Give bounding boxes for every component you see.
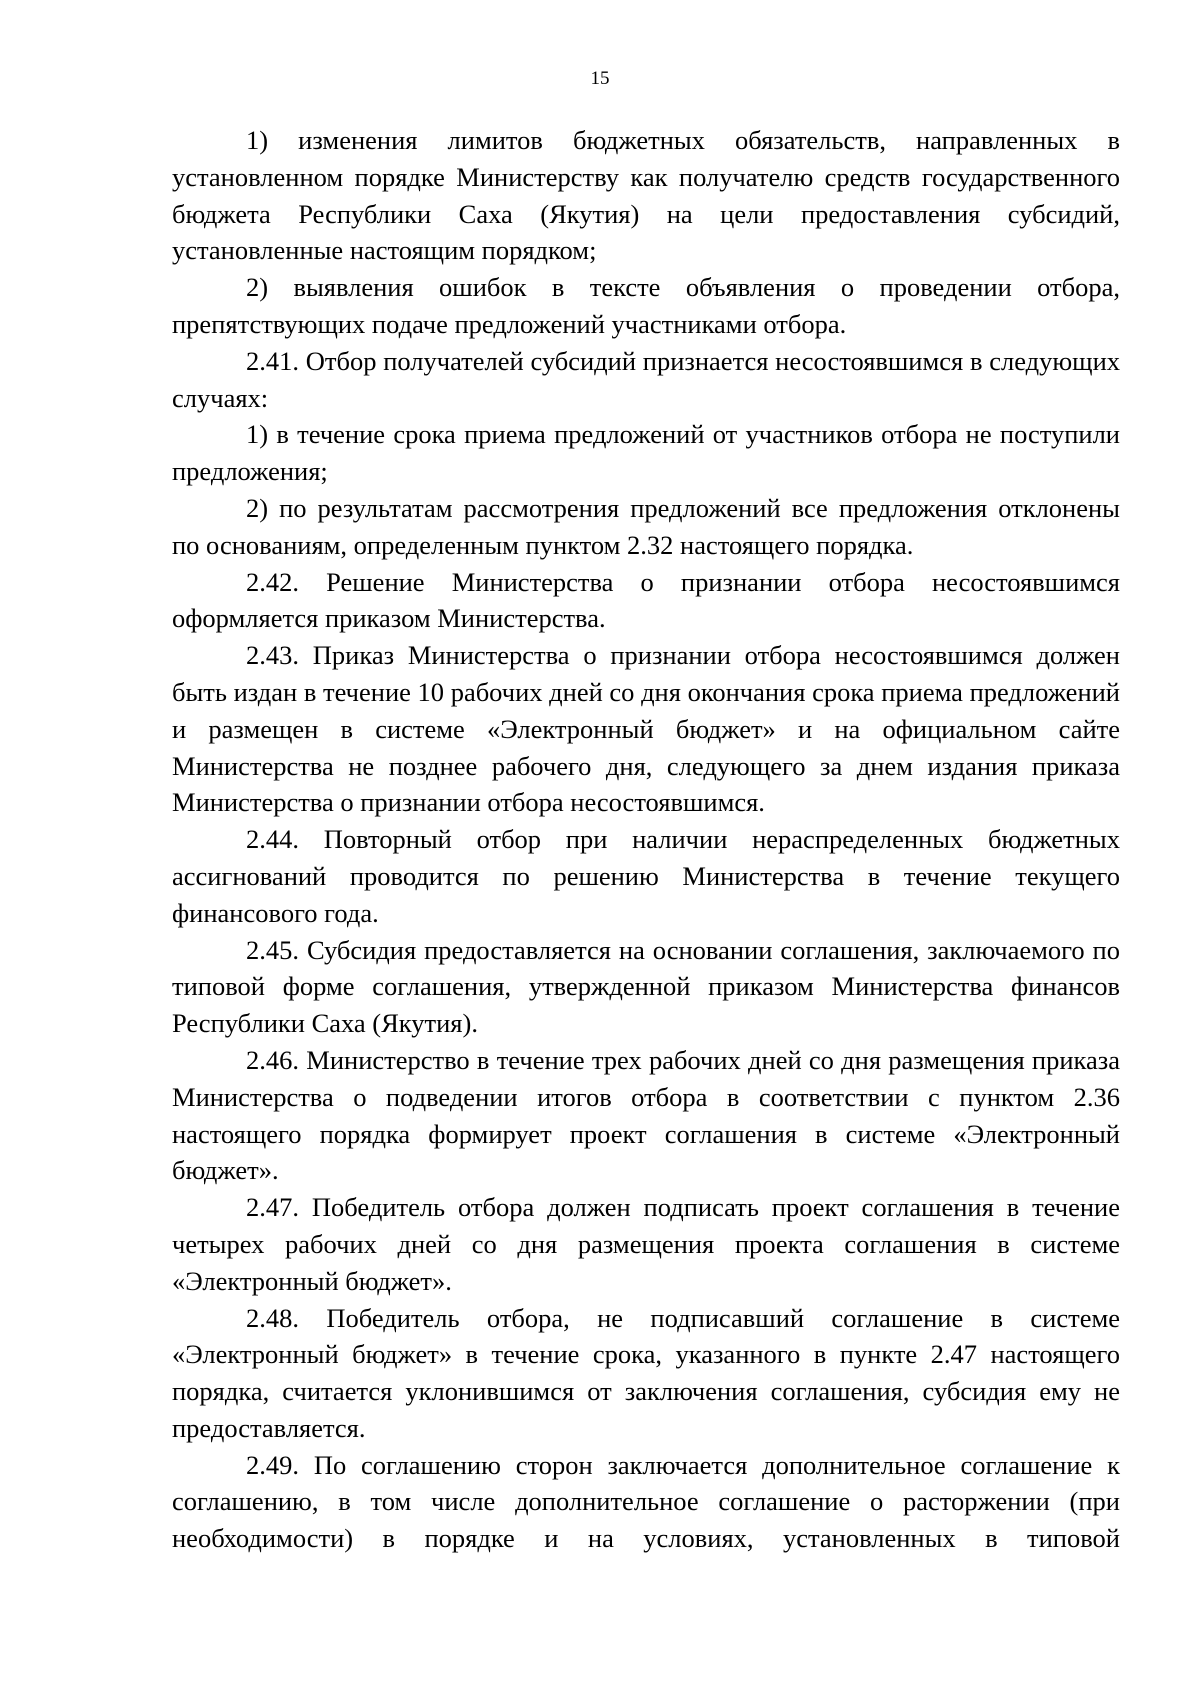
paragraph-2-42: 2.42. Решение Министерства о признании отбора несостоявшимся оформляется приказом Министерства. [172,566,1120,634]
document-body [172,122,1120,1557]
paragraph-no-proposals: 1) в течение срока приема предложений от участников отбора не поступили предложения; [172,419,1120,487]
paragraph-2-49: 2.49. По соглашению сторон заключается дополнительное соглашение к соглашению, в том числе дополнительное соглашение о расторжении (при необходимости) в порядке и на условиях, установленных в типовой [172,1449,1120,1554]
paragraph-announcement-errors: 2) выявления ошибок в тексте объявления о проведении отбора, препятствующих подаче предложений участниками отбора. [172,272,1120,339]
page-number: 15 [590,68,610,89]
paragraph-budget-limits-change: 1) изменения лимитов бюджетных обязательств, направленных в установленном порядке Министерству как получателю средств государственного бюджета Республики Саха (Якутия) на цели предоставления субсидий, установленные настоящим порядком; [172,125,1120,266]
paragraph-all-rejected: 2) по результатам рассмотрения предложений все предложения отклонены по основаниям, определенным пунктом 2.32 настоящего порядка. [172,492,1120,560]
paragraph-2-44: 2.44. Повторный отбор при наличии нераспределенных бюджетных ассигнований проводится по решению Министерства в течение текущего финансового года. [172,824,1120,928]
paragraph-2-45: 2.45. Субсидия предоставляется на основании соглашения, заключаемого по типовой форме соглашения, утвержденной приказом Министерства финансов Республики Саха (Якутия). [172,934,1120,1039]
paragraph-2-47: 2.47. Победитель отбора должен подписать проект соглашения в течение четырех рабочих дней со дня размещения проекта соглашения в системе «Электронный бюджет». [172,1192,1120,1296]
paragraph-2-41: 2.41. Отбор получателей субсидий признается несостоявшимся в следующих случаях: [172,345,1120,413]
paragraph-2-43: 2.43. Приказ Министерства о признании отбора несостоявшимся должен быть издан в течение 10 рабочих дней со дня окончания срока приема предложений и размещен в системе «Электронный бюджет» и на официальном сайте Министерства не позднее рабочего дня, следующего за днем издания приказа Министерства о признании отбора несостоявшимся. [172,640,1120,818]
paragraph-2-48: 2.48. Победитель отбора, не подписавший соглашение в системе «Электронный бюджет» в течение срока, указанного в пункте 2.47 настоящего порядка, считается уклонившимся от заключения соглашения, субсидия ему не предоставляется. [172,1302,1120,1443]
paragraph-2-46: 2.46. Министерство в течение трех рабочих дней со дня размещения приказа Министерства о подведении итогов отбора в соответствии с пунктом 2.36 настоящего порядка формирует проект соглашения в системе «Электронный бюджет». [172,1044,1120,1186]
